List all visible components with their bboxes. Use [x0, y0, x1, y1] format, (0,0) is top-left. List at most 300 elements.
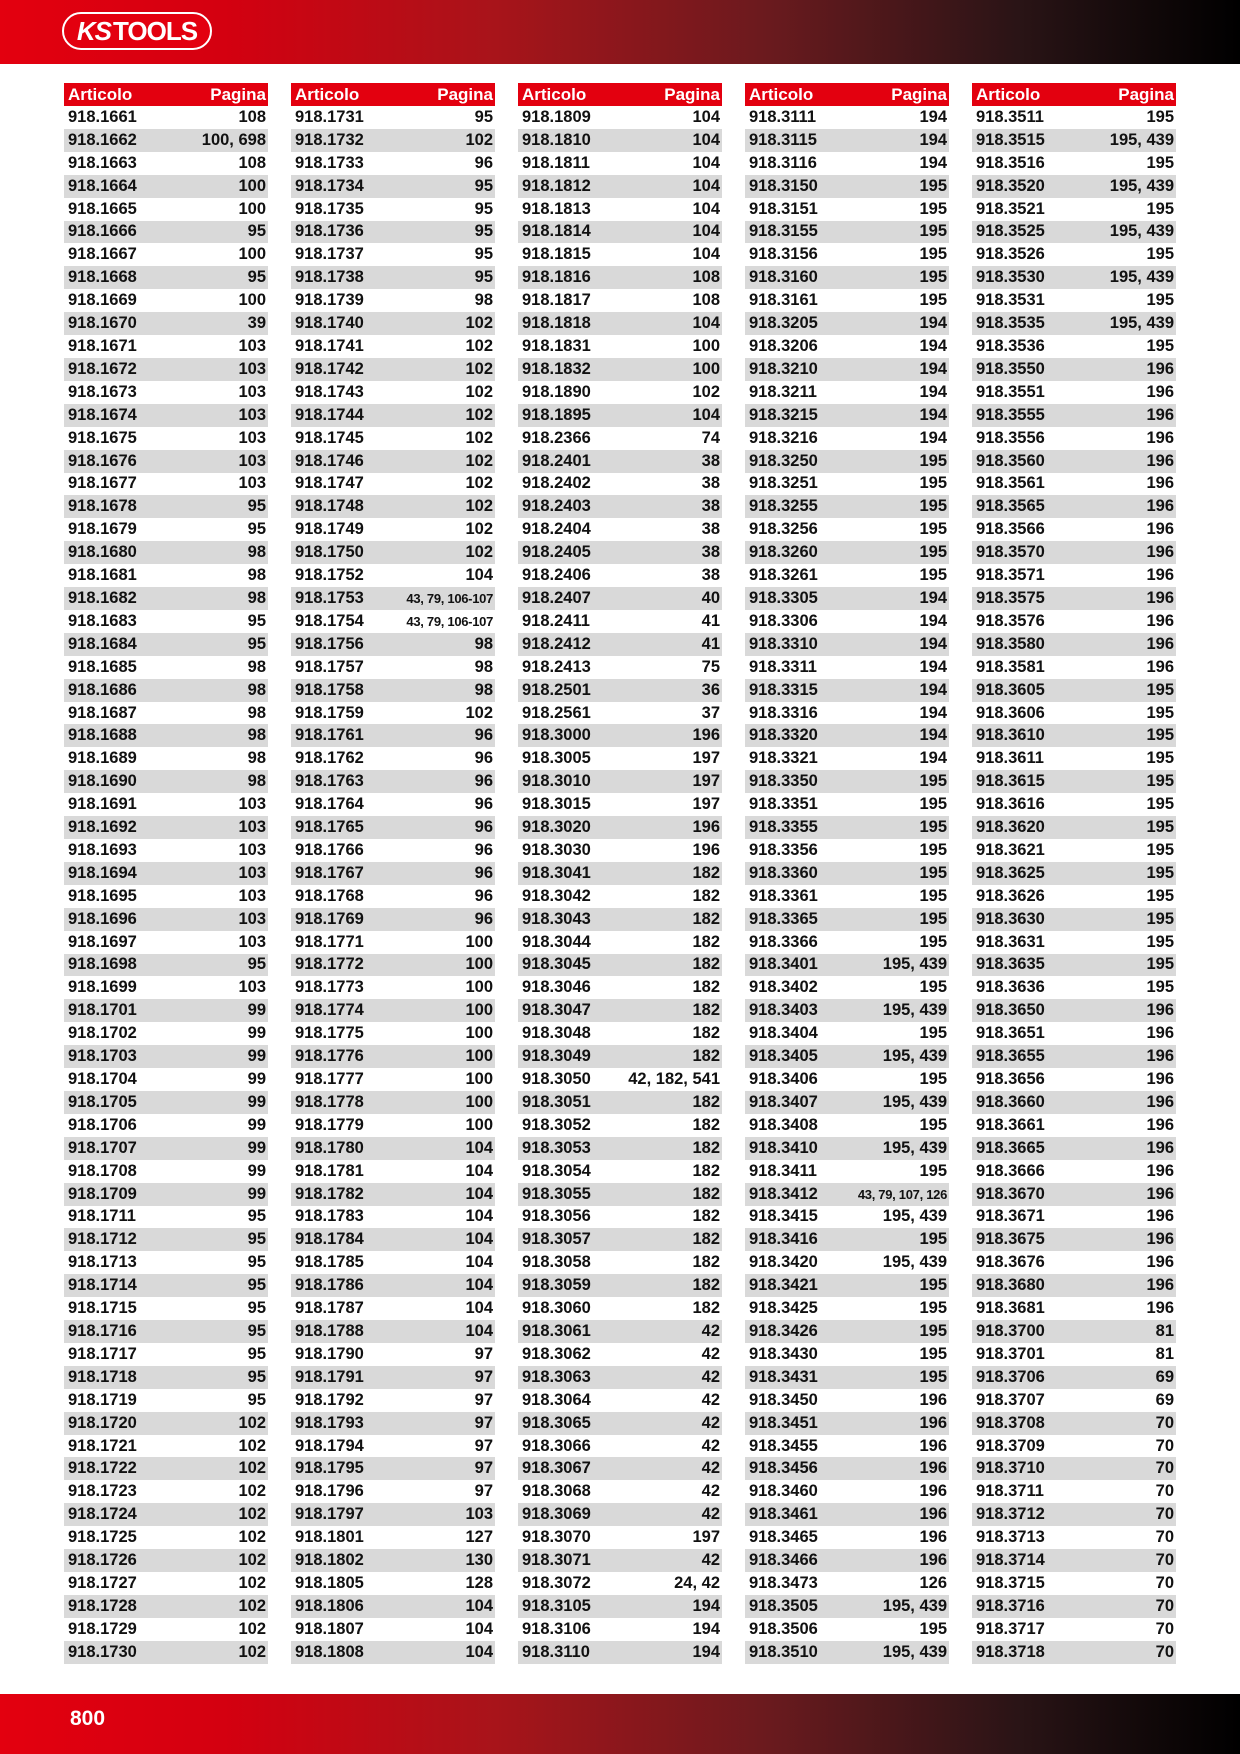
index-row — [972, 702, 1176, 725]
article-number: 918.1774 — [295, 1001, 364, 1020]
article-number: 918.3053 — [522, 1138, 591, 1157]
index-row — [64, 381, 268, 404]
index-row — [745, 564, 949, 587]
article-number: 918.1719 — [68, 1390, 137, 1409]
article-number: 918.3160 — [749, 268, 818, 287]
page-reference: 95 — [247, 611, 266, 630]
page-reference: 194 — [919, 680, 947, 699]
article-number: 918.3050 — [522, 1070, 591, 1089]
page-reference: 196 — [919, 1436, 947, 1455]
page-reference: 70 — [1155, 1642, 1174, 1661]
article-number: 918.1690 — [68, 772, 137, 791]
article-number: 918.1685 — [68, 657, 137, 676]
article-number: 918.3530 — [976, 268, 1045, 287]
article-number: 918.3150 — [749, 176, 818, 195]
ks-tools-logo — [62, 12, 212, 50]
index-row — [64, 1366, 268, 1389]
article-number: 918.3525 — [976, 222, 1045, 241]
article-number: 918.3650 — [976, 1001, 1045, 1020]
article-number: 918.1737 — [295, 245, 364, 264]
index-row — [745, 1206, 949, 1229]
article-index — [64, 83, 1178, 1669]
page-reference: 196 — [1146, 1230, 1174, 1249]
index-row — [291, 1412, 495, 1435]
index-row — [745, 1160, 949, 1183]
page-reference: 70 — [1155, 1482, 1174, 1501]
index-row — [518, 1549, 722, 1572]
page-reference: 196 — [1146, 451, 1174, 470]
index-row — [64, 1480, 268, 1503]
index-row — [64, 312, 268, 335]
article-number: 918.1672 — [68, 359, 137, 378]
page-reference: 98 — [247, 703, 266, 722]
page-reference: 102 — [238, 1505, 266, 1524]
index-row — [972, 1022, 1176, 1045]
article-number: 918.1795 — [295, 1459, 364, 1478]
page-reference: 130 — [465, 1551, 493, 1570]
index-row — [291, 1526, 495, 1549]
article-number: 918.2561 — [522, 703, 591, 722]
article-number: 918.1812 — [522, 176, 591, 195]
article-number: 918.1817 — [522, 291, 591, 310]
article-number: 918.1693 — [68, 840, 137, 859]
logo-tools-text: TOOLS — [113, 15, 198, 46]
index-row — [518, 1480, 722, 1503]
index-row — [518, 1457, 722, 1480]
article-number: 918.3717 — [976, 1619, 1045, 1638]
index-row — [518, 908, 722, 931]
article-number: 918.3680 — [976, 1276, 1045, 1295]
page-reference: 96 — [474, 795, 493, 814]
index-row — [972, 679, 1176, 702]
page-reference: 95 — [247, 634, 266, 653]
index-row — [291, 175, 495, 198]
article-number: 918.1696 — [68, 909, 137, 928]
page-reference: 100 — [238, 176, 266, 195]
index-row — [64, 908, 268, 931]
index-row — [291, 1091, 495, 1114]
page-reference: 102 — [465, 543, 493, 562]
page-reference: 194 — [692, 1596, 720, 1615]
page-reference: 102 — [465, 314, 493, 333]
index-row — [972, 1389, 1176, 1412]
index-row — [64, 816, 268, 839]
index-row — [972, 1160, 1176, 1183]
index-row — [64, 793, 268, 816]
index-column-1 — [64, 83, 268, 1664]
article-number: 918.1746 — [295, 451, 364, 470]
index-row — [518, 587, 722, 610]
index-row — [518, 1389, 722, 1412]
page-reference: 70 — [1155, 1596, 1174, 1615]
page-reference: 104 — [465, 566, 493, 585]
article-number: 918.3451 — [749, 1413, 818, 1432]
index-row — [518, 839, 722, 862]
article-number: 918.1703 — [68, 1047, 137, 1066]
page-reference: 196 — [1146, 657, 1174, 676]
article-number: 918.3566 — [976, 520, 1045, 539]
article-number: 918.1796 — [295, 1482, 364, 1501]
page-reference: 100 — [465, 955, 493, 974]
page-reference: 97 — [474, 1344, 493, 1363]
page-reference: 195 — [1146, 795, 1174, 814]
index-row — [291, 862, 495, 885]
index-row — [972, 1068, 1176, 1091]
page-reference: 195 — [919, 978, 947, 997]
page-reference: 95 — [247, 497, 266, 516]
page-reference: 195 — [919, 199, 947, 218]
page-reference: 196 — [1146, 359, 1174, 378]
index-row — [972, 1641, 1176, 1664]
index-row — [972, 954, 1176, 977]
page-reference: 102 — [238, 1573, 266, 1592]
page-reference: 98 — [247, 657, 266, 676]
page-reference: 42 — [701, 1367, 720, 1386]
page-reference: 96 — [474, 863, 493, 882]
index-row — [972, 198, 1176, 221]
article-number: 918.3155 — [749, 222, 818, 241]
index-row — [64, 450, 268, 473]
article-number: 918.3616 — [976, 795, 1045, 814]
index-row — [291, 1022, 495, 1045]
index-row — [745, 1114, 949, 1137]
page-reference: 99 — [247, 1047, 266, 1066]
index-row — [518, 1595, 722, 1618]
index-row — [518, 1137, 722, 1160]
header-band — [0, 0, 1240, 64]
article-number: 918.3365 — [749, 909, 818, 928]
page-reference: 195 — [919, 291, 947, 310]
page-reference: 196 — [1146, 611, 1174, 630]
page-reference: 196 — [1146, 1092, 1174, 1111]
article-number: 918.1790 — [295, 1344, 364, 1363]
page-reference: 195 — [919, 1344, 947, 1363]
page-reference: 195 — [1146, 107, 1174, 126]
page-reference: 182 — [692, 1207, 720, 1226]
page-reference: 195, 439 — [882, 1596, 947, 1615]
article-number: 918.1743 — [295, 382, 364, 401]
index-row — [745, 450, 949, 473]
article-number: 918.3526 — [976, 245, 1045, 264]
page-reference: 42 — [701, 1436, 720, 1455]
page-reference: 195, 439 — [882, 1253, 947, 1272]
article-number: 918.1786 — [295, 1276, 364, 1295]
index-row — [518, 1114, 722, 1137]
index-row — [518, 976, 722, 999]
index-row — [745, 816, 949, 839]
index-row — [64, 1251, 268, 1274]
page-reference: 196 — [692, 840, 720, 859]
article-number: 918.1895 — [522, 405, 591, 424]
page-reference: 196 — [1146, 588, 1174, 607]
column-header — [291, 83, 495, 106]
index-row — [518, 427, 722, 450]
article-number: 918.1784 — [295, 1230, 364, 1249]
article-number: 918.3010 — [522, 772, 591, 791]
article-number: 918.3416 — [749, 1230, 818, 1249]
article-number: 918.1750 — [295, 543, 364, 562]
page-reference: 98 — [474, 657, 493, 676]
article-number: 918.1692 — [68, 818, 137, 837]
article-number: 918.1754 — [295, 611, 364, 630]
page-reference: 197 — [692, 795, 720, 814]
index-column-3 — [518, 83, 722, 1664]
article-number: 918.2405 — [522, 543, 591, 562]
article-number: 918.1663 — [68, 153, 137, 172]
index-row — [518, 221, 722, 244]
index-row — [291, 1595, 495, 1618]
index-row — [291, 1297, 495, 1320]
article-number: 918.3675 — [976, 1230, 1045, 1249]
page-reference: 102 — [238, 1551, 266, 1570]
page-reference: 42 — [701, 1344, 720, 1363]
article-number: 918.3404 — [749, 1024, 818, 1043]
article-number: 918.1713 — [68, 1253, 137, 1272]
article-number: 918.1707 — [68, 1138, 137, 1157]
page-reference: 70 — [1155, 1459, 1174, 1478]
page-reference: 96 — [474, 840, 493, 859]
index-row — [972, 335, 1176, 358]
index-row — [745, 656, 949, 679]
article-number: 918.1668 — [68, 268, 137, 287]
index-row — [972, 587, 1176, 610]
page-reference: 194 — [919, 107, 947, 126]
index-row — [745, 1137, 949, 1160]
index-row — [291, 1274, 495, 1297]
article-number: 918.3058 — [522, 1253, 591, 1272]
page-reference: 195 — [919, 222, 947, 241]
article-number: 918.3551 — [976, 382, 1045, 401]
article-number: 918.1805 — [295, 1573, 364, 1592]
page-reference: 98 — [247, 726, 266, 745]
page-reference: 195, 439 — [882, 1642, 947, 1661]
page-reference: 196 — [1146, 405, 1174, 424]
page-reference: 182 — [692, 1001, 720, 1020]
index-row — [745, 1274, 949, 1297]
page-reference: 195, 439 — [1109, 130, 1174, 149]
article-number: 918.3636 — [976, 978, 1045, 997]
column-header — [745, 83, 949, 106]
article-number: 918.3710 — [976, 1459, 1045, 1478]
article-number: 918.1778 — [295, 1092, 364, 1111]
index-row — [64, 106, 268, 129]
index-row — [745, 473, 949, 496]
page-reference: 103 — [238, 818, 266, 837]
index-row — [745, 770, 949, 793]
index-row — [972, 243, 1176, 266]
article-number: 918.1776 — [295, 1047, 364, 1066]
article-number: 918.1739 — [295, 291, 364, 310]
page-reference: 43, 79, 106-107 — [406, 613, 493, 629]
article-number: 918.3061 — [522, 1321, 591, 1340]
article-number: 918.1779 — [295, 1115, 364, 1134]
page-reference: 197 — [692, 749, 720, 768]
article-number: 918.1716 — [68, 1321, 137, 1340]
page-reference: 196 — [1146, 474, 1174, 493]
page-reference: 195 — [919, 1299, 947, 1318]
page-reference: 196 — [1146, 1253, 1174, 1272]
index-row — [518, 106, 722, 129]
index-row — [745, 335, 949, 358]
page-reference: 103 — [238, 359, 266, 378]
page-reference: 103 — [238, 451, 266, 470]
page-reference: 194 — [919, 314, 947, 333]
article-number: 918.1809 — [522, 107, 591, 126]
page-reference: 104 — [465, 1184, 493, 1203]
page-reference: 103 — [465, 1505, 493, 1524]
page-reference: 95 — [247, 1207, 266, 1226]
page-reference: 99 — [247, 1138, 266, 1157]
index-row — [64, 1045, 268, 1068]
index-column-5 — [972, 83, 1176, 1664]
page-reference: 97 — [474, 1459, 493, 1478]
index-row — [291, 358, 495, 381]
page-reference: 40 — [701, 588, 720, 607]
index-row — [518, 862, 722, 885]
header-article-label: Articolo — [295, 84, 360, 104]
index-row — [518, 1412, 722, 1435]
article-number: 918.1741 — [295, 337, 364, 356]
page-reference: 182 — [692, 1138, 720, 1157]
article-number: 918.1762 — [295, 749, 364, 768]
article-number: 918.3626 — [976, 886, 1045, 905]
page-reference: 69 — [1155, 1390, 1174, 1409]
article-number: 918.3310 — [749, 634, 818, 653]
page-reference: 97 — [474, 1482, 493, 1501]
page-reference: 102 — [465, 337, 493, 356]
page-reference: 104 — [692, 130, 720, 149]
page-reference: 43, 79, 107, 126 — [857, 1186, 947, 1202]
article-number: 918.1735 — [295, 199, 364, 218]
page-reference: 100 — [465, 1001, 493, 1020]
article-number: 918.3054 — [522, 1161, 591, 1180]
index-row — [64, 175, 268, 198]
page-reference: 182 — [692, 1092, 720, 1111]
article-number: 918.1801 — [295, 1528, 364, 1547]
index-row — [745, 129, 949, 152]
page-reference: 98 — [474, 634, 493, 653]
page-reference: 196 — [919, 1413, 947, 1432]
page-reference: 196 — [919, 1528, 947, 1547]
index-row — [745, 954, 949, 977]
article-number: 918.3251 — [749, 474, 818, 493]
article-number: 918.1777 — [295, 1070, 364, 1089]
page-reference: 194 — [919, 130, 947, 149]
article-number: 918.1723 — [68, 1482, 137, 1501]
index-row — [972, 1457, 1176, 1480]
index-row — [518, 1366, 722, 1389]
index-row — [518, 518, 722, 541]
index-row — [518, 312, 722, 335]
page-reference: 104 — [465, 1321, 493, 1340]
page-reference: 102 — [465, 703, 493, 722]
page-reference: 196 — [1146, 520, 1174, 539]
article-number: 918.2404 — [522, 520, 591, 539]
page-reference: 195 — [1146, 199, 1174, 218]
page-reference: 99 — [247, 1184, 266, 1203]
page-reference: 104 — [465, 1230, 493, 1249]
page-reference: 104 — [465, 1276, 493, 1295]
article-number: 918.1783 — [295, 1207, 364, 1226]
article-number: 918.1775 — [295, 1024, 364, 1043]
article-number: 918.3660 — [976, 1092, 1045, 1111]
page-reference: 75 — [701, 657, 720, 676]
page-reference: 182 — [692, 1047, 720, 1066]
index-row — [291, 1228, 495, 1251]
page-reference: 38 — [701, 451, 720, 470]
article-number: 918.3605 — [976, 680, 1045, 699]
article-number: 918.3403 — [749, 1001, 818, 1020]
page-reference: 70 — [1155, 1413, 1174, 1432]
page-reference: 195, 439 — [882, 1138, 947, 1157]
article-number: 918.1818 — [522, 314, 591, 333]
index-row — [291, 1549, 495, 1572]
index-row — [745, 427, 949, 450]
index-row — [518, 1320, 722, 1343]
article-number: 918.3261 — [749, 566, 818, 585]
page-reference: 103 — [238, 840, 266, 859]
article-number: 918.1756 — [295, 634, 364, 653]
index-row — [291, 1572, 495, 1595]
page-reference: 41 — [701, 611, 720, 630]
index-row — [291, 243, 495, 266]
page-reference: 95 — [247, 1390, 266, 1409]
index-row — [291, 266, 495, 289]
article-number: 918.1763 — [295, 772, 364, 791]
article-number: 918.3116 — [749, 153, 817, 172]
page-reference: 102 — [238, 1528, 266, 1547]
article-number: 918.3316 — [749, 703, 818, 722]
article-number: 918.1674 — [68, 405, 137, 424]
index-row — [972, 1320, 1176, 1343]
page-reference: 99 — [247, 1001, 266, 1020]
page-reference: 98 — [247, 566, 266, 585]
article-number: 918.3655 — [976, 1047, 1045, 1066]
article-number: 918.3047 — [522, 1001, 591, 1020]
page-reference: 196 — [919, 1459, 947, 1478]
page-reference: 36 — [701, 680, 720, 699]
index-row — [64, 289, 268, 312]
article-number: 918.3161 — [749, 291, 818, 310]
header-page-label: Pagina — [210, 84, 266, 104]
article-number: 918.1772 — [295, 955, 364, 974]
index-row — [972, 1618, 1176, 1641]
index-row — [972, 976, 1176, 999]
index-row — [518, 1618, 722, 1641]
article-number: 918.3410 — [749, 1138, 818, 1157]
page-reference: 195 — [1146, 932, 1174, 951]
index-row — [972, 885, 1176, 908]
page-reference: 195 — [1146, 245, 1174, 264]
article-number: 918.1687 — [68, 703, 137, 722]
index-row — [745, 793, 949, 816]
article-number: 918.3042 — [522, 886, 591, 905]
article-number: 918.3005 — [522, 749, 591, 768]
article-number: 918.1745 — [295, 428, 364, 447]
page-reference: 194 — [692, 1642, 720, 1661]
index-row — [64, 954, 268, 977]
article-number: 918.2401 — [522, 451, 591, 470]
index-row — [972, 633, 1176, 656]
index-row — [64, 1412, 268, 1435]
index-row — [64, 1183, 268, 1206]
article-number: 918.2406 — [522, 566, 591, 585]
page-reference: 196 — [692, 818, 720, 837]
page-reference: 195 — [919, 268, 947, 287]
index-row — [518, 289, 722, 312]
article-number: 918.3356 — [749, 840, 818, 859]
index-row — [518, 198, 722, 221]
